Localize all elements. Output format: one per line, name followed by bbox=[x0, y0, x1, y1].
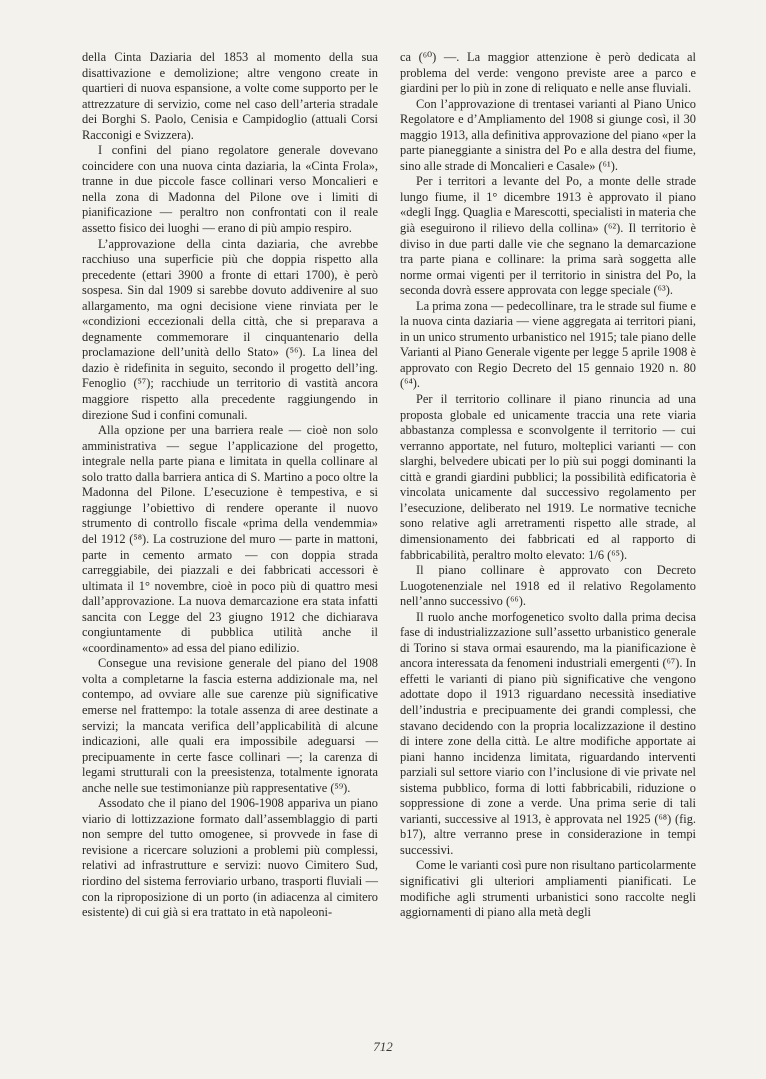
paragraph: Alla opzione per una barriera reale — cioè non solo amministrativa — segue l’applicazione del progetto, integrale nella parte piana e limitata in quella collinare al solo tratto dalla barriera antica di S. Martino a poco oltre la Madonna del Pilone. L’esecuzione è tempestiva, e si raggiunge l’obiettivo di rendere operante il nuovo strumento di controllo fiscale «prima della vendemmia» del 1912 (⁵⁸). La costruzione del muro — parte in mattoni, parte in cemento armato — con doppia strada carreggiabile, dei piazzali e dei fabbricati accessori è ultimata il 1° novembre, cioè in poco più di quattro mesi dall’approvazione. La nuova demarcazione era stata infatti sancita con Legge del 23 giugno 1912 che dichiarava congiuntamente di pubblica utilità anche il «coordinamento» ad essa del piano edilizio. bbox=[82, 423, 378, 655]
paragraph: Assodato che il piano del 1906-1908 appariva un piano viario di lottizzazione formato dall’assemblaggio di parti non sempre del tutto omogenee, si provvede in fase di revisione a ricercare soluzioni a problemi più complessi, relativi ad infrastrutture e servizi: nuovo Cimitero Sud, riordino del sistema ferroviario urbano, trasporti fluviali — con la riproposizione di un porto (in adiacenza al cimitero esistente) di cui già si era trattato in età napoleoni- bbox=[82, 796, 378, 920]
text-column-right bbox=[400, 50, 696, 921]
paragraph: ca (⁶⁰) —. La maggior attenzione è però dedicata al problema del verde: vengono previste aree a parco e giardini per lo più in zone di reliquato e nelle anse fluviali. bbox=[400, 50, 696, 96]
paragraph: Consegue una revisione generale del piano del 1908 volta a completarne la fascia esterna addizionale ma, nel contempo, ad ovviare alle sue carenze più significative emerse nel frattempo: la totale assenza di aree destinate a servizi; la mancata verifica dell’applicabilità di alcune indicazioni, alle quali era impossibile adeguarsi — precipuamente in certe fasce collinari —; la carenza di legami strutturali con la preesistenza, totalmente ignorata anche nelle sue testimonianze più rappresentative (⁵⁹). bbox=[82, 656, 378, 795]
paragraph: La prima zona — pedecollinare, tra le strade sul fiume e la nuova cinta daziaria — viene aggregata ai territori piani, in un unico strumento urbanistico nel 1915; tale piano delle Varianti al Piano Generale vigente per legge 5 aprile 1908 è approvato con Regio Decreto del 15 gennaio 1920 n. 80 (⁶⁴). bbox=[400, 298, 696, 391]
paragraph: della Cinta Daziaria del 1853 al momento della sua disattivazione e demolizione; altre vengono create in quartieri di nuova espansione, a volte come supporto per le attrezzature di servizio, come nel caso dell’arteria stradale dei Borghi S. Paolo, Cenisia e Campidoglio (attuali Corsi Racconigi e Svizzera). bbox=[82, 50, 378, 142]
paragraph: Il piano collinare è approvato con Decreto Luogotenenziale nel 1918 ed il relativo Regolamento nell’anno successivo (⁶⁶). bbox=[400, 563, 696, 609]
paragraph: Per i territori a levante del Po, a monte delle strade lungo fiume, il 1° dicembre 1913 è approvato il piano «degli Ingg. Quaglia e Marescotti, specialisti in materia che già eseguirono il rilievo della collina» (⁶²). Il territorio è diviso in due parti dalle vie che segnano la demarcazione tra parte piana e collinare: la prima sarà soggetta alle norme ormai vigenti per il territorio in sinistra del Po, la seconda dovrà essere approvata con legge speciale (⁶³). bbox=[400, 174, 696, 298]
paragraph: Con l’approvazione di trentasei varianti al Piano Unico Regolatore e d’Ampliamento del 1908 si giunge così, il 30 maggio 1913, alla definitiva approvazione del piano «per la parte pianeggiante a sinistra del Po e alla destra del fiume, sino alle strade di Moncalieri e Casale» (⁶¹). bbox=[400, 96, 696, 173]
paragraph: I confini del piano regolatore generale dovevano coincidere con una nuova cinta daziaria, la «Cinta Frola», tranne in due piccole fasce collinari verso Moncalieri e nella zona di Madonna del Pilone ove i limiti di pianificazione — peraltro non confrontati con il reale assetto fisico dei luoghi — erano di più ampio respiro. bbox=[82, 143, 378, 236]
paragraph: L’approvazione della cinta daziaria, che avrebbe racchiuso una superficie più che doppia rispetto alla precedente (ettari 3900 a fronte di ettari 1700), è però sospesa. Sin dal 1909 si sarebbe dovuto addivenire al suo allargamento, ma ogni decisione viene rinviata per le «condizioni eccezionali della città, che si preparava a degnamente commemorare il cinquantenario della proclamazione dell’unità dello Stato» (⁵⁶). La linea del dazio è ridefinita in seguito, secondo il progetto dell’ing. Fenoglio (⁵⁷); racchiude un territorio di vastità ancora maggiore rispetto alla precedente raggiungendo in direzione Sud i confini comunali. bbox=[82, 236, 378, 422]
paragraph: Per il territorio collinare il piano rinuncia ad una proposta globale ed unicamente traccia una rete viaria abbastanza complessa e sconvolgente il territorio — cui verranno apportate, nel futuro, molteplici varianti — con slarghi, belvedere ubicati per lo più sui poggi dominanti la città e grandi giardini pubblici; la possibilità edificatoria è vincolata unicamente dal successivo regolamento per l’esecuzione, deliberato nel 1919. Le normative tecniche sono relative agli arretramenti rispetto alle strade, al dimensionamento dei fabbricati ed al rapporto di fabbricabilità, peraltro molto elevato: 1/6 (⁶⁵). bbox=[400, 392, 696, 562]
paragraph: Come le varianti così pure non risultano particolarmente significativi gli ulteriori ampliamenti pianificati. Le modifiche agli strumenti urbanistici sono raccolte negli aggiornamenti di piano alla metà degli bbox=[400, 858, 696, 920]
paragraph: Il ruolo anche morfogenetico svolto dalla prima decisa fase di industrializzazione sull’assetto urbanistico generale di Torino si stava ormai esaurendo, ma la pianificazione è ancora interessata da fenomeni industriali emergenti (⁶⁷). In effetti le varianti di piano più significative che vengono adottate dopo il 1913 riguardano necessità insediative dell’industria e precipuamente dei grandi complessi, che stavano decidendo con la propria localizzazione il destino di intere zone della città. Le altre modifiche apportate ai piani hanno incidenza limitata, riguardando interventi parziali sul settore viario con l’inclusione di vie private nel sistema pubblico, forma di lotti fabbricabili, riduzione o soppressione di zone a verde. Una prima serie di tali varianti, successive al 1913, è approvata nel 1925 (⁶⁸) (fig. b17), altre verranno prese in considerazione in tempi successivi. bbox=[400, 609, 696, 857]
page-number: 712 bbox=[373, 1039, 393, 1054]
text-column-left bbox=[82, 50, 378, 921]
